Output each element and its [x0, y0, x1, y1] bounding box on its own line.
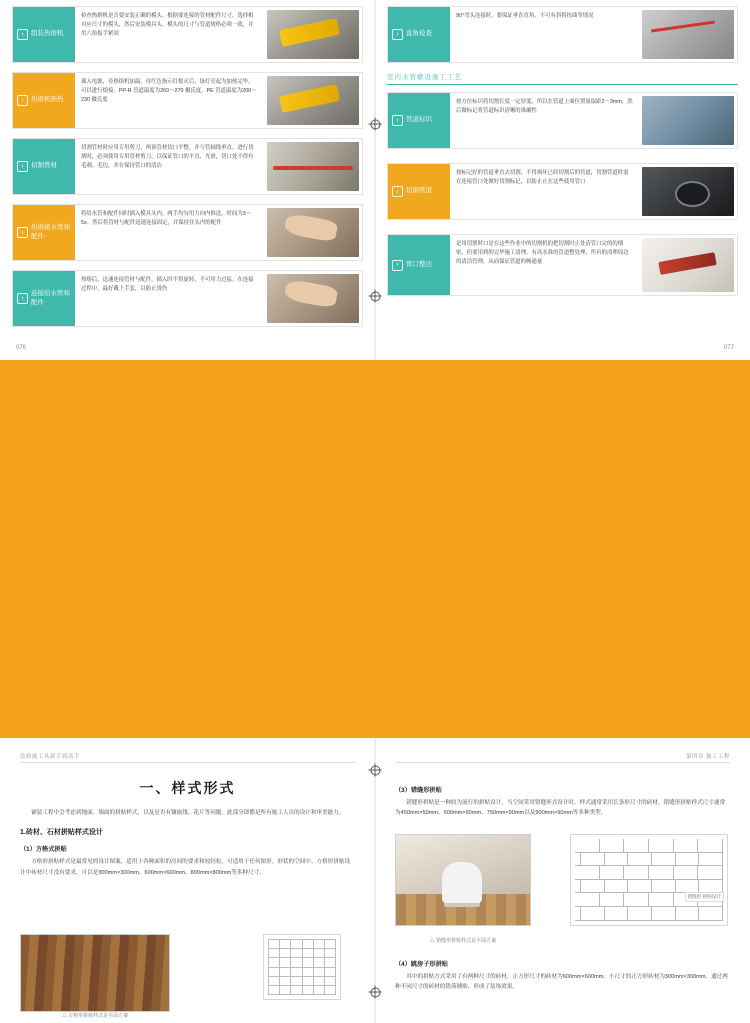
page-right-sample-styles	[375, 738, 750, 1023]
table-row	[12, 204, 363, 261]
interior-room-photo	[395, 834, 531, 926]
row-image	[642, 10, 734, 59]
body-paragraph: 错缝形拼贴是一种较为流行的拼贴设计，当空间采用错缝形式设计时，样式通常采用长条形尺寸的砖材。错缝形拼贴样式尺寸通常为450mm×50mm、500mm×60mm、750mm×90mm以及900mm×90mm等多种类型。	[395, 800, 726, 817]
registration-mark	[369, 290, 382, 303]
table-row	[387, 6, 738, 63]
row-label: › 切割管道	[388, 164, 450, 219]
row-label: › 切割管材	[13, 139, 75, 194]
rule	[395, 762, 730, 763]
table-row	[387, 92, 738, 149]
procedure-table-right	[375, 92, 750, 296]
table-row	[12, 270, 363, 327]
row-text: 是用切割时口是在这些作业中的切割机的把切割时止处清管口完的的细密，但要用到的完毕施工清理。有高水准的管道整处理，所有的清理周边的清洁管理，从而保证管道的畅通量	[456, 241, 629, 266]
page-title: 一、样式形式	[139, 780, 236, 796]
row-text: 插入电源，待热熔机加温。待红色指示灯熄灭后，绿灯亮起为加热完毕，可以进行熔接。PP-R 管道温度为260～270 摄氏度，PE 管道温度为200～230 摄氏度	[81, 79, 257, 104]
figure-caption: △ 错缝形拼贴样式是平面方案	[429, 938, 497, 944]
row-image	[267, 208, 359, 257]
row-text: 热熔后，迅速连接管材与配件，插入时不得旋转，不可用力过猛。在连接过程中，最好戴上手套，以防止烫伤	[81, 277, 254, 293]
spread-bottom	[0, 738, 750, 1023]
rule	[20, 762, 355, 763]
page-number: 076	[16, 345, 27, 351]
wood-floor-photo	[20, 934, 170, 1012]
chevron-right-icon: ›	[17, 227, 28, 238]
registration-mark	[369, 118, 382, 131]
registration-mark	[369, 986, 382, 999]
row-text: 按标记好的管道垂直去切割，不得损坏已经切割后的管道，切割管道时需在连接管口处做好切割标记，以防止止在这些使用管口	[456, 170, 629, 186]
row-image	[642, 167, 734, 216]
chevron-right-icon: ›	[17, 161, 28, 172]
registration-mark	[369, 764, 382, 777]
row-image	[267, 76, 359, 125]
chevron-right-icon: ›	[17, 95, 28, 106]
brick-figure-block	[570, 834, 728, 926]
figure-label: 错缝形 拼贴设计	[685, 892, 724, 902]
row-text: 按方位标识将切割长度一定厚度，所以在管道上面位置量取距2～3mm，然后做标记将管道标识清晰的准确性	[456, 99, 633, 115]
row-label: › 组装热熔机	[13, 7, 75, 62]
row-label: › 热熔机预热	[13, 73, 75, 128]
heading-2: 1.砖材、石材拼贴样式设计	[20, 829, 103, 837]
table-row	[387, 163, 738, 220]
row-image	[642, 238, 734, 292]
table-row	[12, 6, 363, 63]
heading-3: （3）错缝形拼贴	[395, 787, 442, 794]
row-text: 切割管材时应用专用剪刀，两顶管材切口平整，并与管轴线垂直。进行切割时，必须使用专用管材剪刀，以保证管口的平直、光滑，切口处不得有毛刺、毛边，并在保持管口的清洁	[81, 145, 254, 170]
row-image	[642, 96, 734, 145]
row-label: › 直角检查	[388, 7, 450, 62]
table-row	[12, 138, 363, 195]
row-text: 90°弯头连接时，要保证垂直直角，不可有斜拐扭曲等情况	[456, 13, 594, 19]
figure-caption: △ 方格形拼贴样式是平面方案	[61, 1013, 129, 1019]
procedure-table-right-top	[375, 0, 750, 63]
grid-figure	[263, 934, 341, 1000]
spread-top	[0, 0, 750, 360]
row-text: 检查热熔机是否要安装正确的模头。根据要连接的管材配件尺寸，选择相对应尺寸的模头，然后安装模具头。模头的尺寸与管道规格必须一致，并用六角扳手紧固	[81, 13, 254, 38]
running-head: 第四章 施工工程	[685, 754, 730, 760]
grid-figure-block	[263, 934, 341, 1000]
procedure-table-left	[0, 0, 375, 327]
brick-figure	[570, 834, 728, 926]
chevron-right-icon: ›	[17, 29, 28, 40]
chevron-right-icon: ›	[17, 293, 28, 304]
row-image	[267, 10, 359, 59]
body-column-2	[395, 952, 730, 1000]
figure-caption-block	[395, 934, 531, 944]
row-label: › 管道标识	[388, 93, 450, 148]
row-label: › 连接给水管和配件	[13, 271, 75, 326]
figure-caption-block	[20, 1009, 170, 1019]
intro-paragraph: 铺装工程中会考虑到地面、墙面的拼贴样式，以及是否有镶嵌线、花片等问题。此部分即都是所有施工人员的设计和审美能力。	[31, 810, 345, 816]
heading-3: （4）跳房子形拼贴	[395, 961, 448, 968]
page-number: 077	[723, 345, 734, 351]
row-image	[267, 142, 359, 191]
spread-gutter	[375, 738, 376, 1023]
staggered-tile-diagram	[575, 839, 723, 921]
row-label: › 管口整边	[388, 235, 450, 295]
floor-photo-block	[20, 934, 170, 1012]
chevron-right-icon: ›	[392, 260, 403, 271]
spread-gutter	[375, 0, 376, 360]
body-paragraph: 方格形拼贴样式是最常见的设计图案，适用于各种面积的房间的要求和较轻松，可适用于任何图形。形状的空间中。方格形拼贴设计中砖材尺寸没有要求，可以是300mm×300mm、600mm×600mm、800mm×800mm等多种尺寸。	[20, 859, 351, 876]
table-row	[387, 234, 738, 296]
body-column	[20, 808, 355, 885]
chevron-right-icon: ›	[392, 29, 403, 40]
room-photo-block	[395, 834, 531, 926]
chevron-right-icon: ›	[392, 186, 403, 197]
page-076	[0, 0, 375, 360]
table-row	[12, 72, 363, 129]
body-column	[395, 778, 730, 826]
page-077	[375, 0, 750, 360]
running-head: 装修施工从新手到高手	[20, 754, 81, 760]
tile-grid-diagram	[268, 939, 336, 995]
chevron-right-icon: ›	[392, 115, 403, 126]
row-text: 将给水管和配件同时插入模具头内，两手均匀用力向内推送，时间为3～5s。然后将管材与配件迅速连接固定，并保持住头内的配件	[81, 211, 252, 227]
heading-3: （1）方格式拼贴	[20, 846, 67, 854]
row-label: › 热熔接水管和配件	[13, 205, 75, 260]
page-left-sample-styles	[0, 738, 375, 1023]
section-title: 室内水管敷设施工工艺	[387, 72, 738, 85]
body-paragraph: 其中的拼贴方式采用了有两种尺寸的砖材，正方形尺寸的砖材为600mm×600mm、小尺寸的正方形砖材为300mm×300mm。通过两种不同尺寸的砖材的错落铺贴，形成了装饰效果。	[395, 974, 728, 991]
row-image	[267, 274, 359, 323]
